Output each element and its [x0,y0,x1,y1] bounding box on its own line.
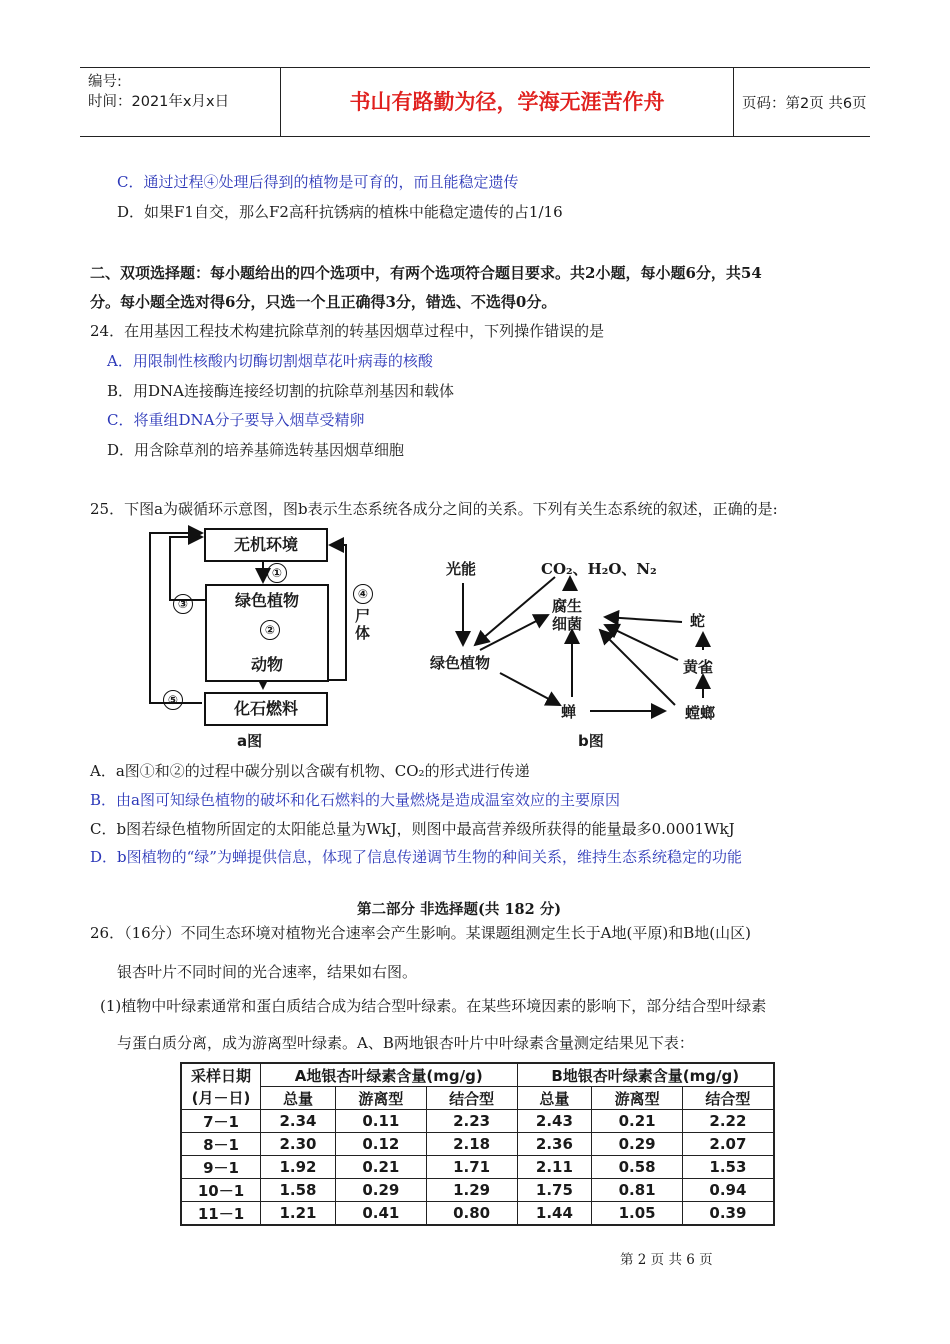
table-cell: 9－1 [181,1156,261,1179]
box-fossil-fuel: 化石燃料 [204,692,328,726]
label-3: ③ [173,594,193,614]
table-cell: 0.29 [335,1179,426,1202]
table-cell: 0.21 [335,1156,426,1179]
header-date [181,1063,261,1110]
q26-p1-line1: (1)植物中叶绿素通常和蛋白质结合成为结合型叶绿素。在某些环境因素的影响下，部分结合型叶绿素 [100,997,767,1015]
table-cell: 0.11 [335,1110,426,1133]
table-cell: 1.92 [261,1156,336,1179]
table-cell: 1.29 [426,1179,517,1202]
table-header-row [181,1063,774,1087]
q25-stem: 25．下图a为碳循环示意图，图b表示生态系统各成分之间的关系。下列有关生态系统的叙述，正确的是: [90,500,778,518]
q25-option-d: D．b图植物的“绿”为蝉提供信息，体现了信息传递调节生物的种间关系，维持生态系统稳定的功能 [90,848,742,866]
table-row [181,1110,774,1133]
header-date-2: (月－日) [191,1088,251,1107]
table-cell: 1.05 [592,1202,683,1226]
motto: 书山有路勤为径，学海无涯苦作舟 [280,68,734,136]
table-row [181,1133,774,1156]
table-cell: 1.21 [261,1202,336,1226]
table-subheader-row [181,1087,774,1110]
label-2: ② [260,620,280,640]
table-cell: 1.75 [517,1179,592,1202]
part2-title: 第二部分 非选择题(共 182 分) [357,901,562,918]
label-cicada: 蝉 [561,703,577,721]
table-cell: 0.58 [592,1156,683,1179]
option-c-prev: C．通过过程④处理后得到的植物是可育的，而且能稳定遗传 [117,173,519,191]
number-label: 编号: [88,74,122,90]
table-cell: 0.12 [335,1133,426,1156]
sub-header: 结合型 [426,1087,517,1110]
label-decomposer-2: 细菌 [552,615,583,633]
table-cell: 0.80 [426,1202,517,1226]
table-cell: 2.43 [517,1110,592,1133]
table-row [181,1179,774,1202]
header-b: B地银杏叶绿素含量(mg/g) [517,1063,774,1087]
label-gases: CO₂、H₂O、N₂ [541,560,657,578]
label-snake: 蛇 [690,612,706,630]
label-1: ① [267,563,287,583]
q25-option-b: B．由a图可知绿色植物的破坏和化石燃料的大量燃烧是造成温室效应的主要原因 [90,791,620,809]
table-cell: 0.21 [592,1110,683,1133]
table-cell: 0.29 [592,1133,683,1156]
sub-header: 总量 [517,1087,592,1110]
box-green-plant: 绿色植物 [234,591,299,610]
caption-a: a图 [237,732,263,750]
q24-stem: 24．在用基因工程技术构建抗除草剂的转基因烟草过程中，下列操作错误的是 [90,322,605,340]
q24-option-a: A．用限制性核酸内切酶切割烟草花叶病毒的核酸 [107,352,433,370]
page-header [80,67,870,137]
table-cell: 11－1 [181,1202,261,1226]
date-label: 时间：2021年x月x日 [88,94,230,110]
label-green-plant: 绿色植物 [430,654,491,672]
table-cell: 1.53 [682,1156,774,1179]
label-corpse-1: 尸 [355,607,371,625]
label-oriole: 黄雀 [683,658,714,676]
section2-line1: 二、双项选择题：每小题给出的四个选项中，有两个选项符合题目要求。共2小题，每小题6分，共54 [90,264,762,282]
q26-p1-line2: 与蛋白质分离，成为游离型叶绿素。A、B两地银杏叶片中叶绿素含量测定结果见下表： [117,1034,694,1052]
q26-line2: 银杏叶片不同时间的光合速率，结果如右图。 [117,963,418,981]
label-4: ④ [353,584,373,604]
table-cell: 1.44 [517,1202,592,1226]
sub-header: 总量 [261,1087,336,1110]
label-light: 光能 [446,560,477,578]
label-decomposer-1: 腐生 [552,597,583,615]
q25-option-a: A．a图①和②的过程中碳分别以含碳有机物、CO₂的形式进行传递 [90,762,530,780]
table-cell: 1.58 [261,1179,336,1202]
table-cell: 2.07 [682,1133,774,1156]
table-cell: 2.30 [261,1133,336,1156]
chlorophyll-table [180,1062,775,1226]
table-row [181,1202,774,1226]
sub-header: 游离型 [335,1087,426,1110]
table-cell: 0.81 [592,1179,683,1202]
option-d-prev: D．如果F1自交，那么F2高秆抗锈病的植株中能稳定遗传的占1/16 [117,203,563,221]
table-row [181,1156,774,1179]
header-info [88,72,278,112]
table-cell: 0.41 [335,1202,426,1226]
table-cell: 8－1 [181,1133,261,1156]
sub-header: 结合型 [682,1087,774,1110]
table-cell: 2.11 [517,1156,592,1179]
page-footer: 第 2 页 共 6 页 [620,1252,713,1268]
header-a: A地银杏叶绿素含量(mg/g) [261,1063,518,1087]
caption-b: b图 [578,732,604,750]
table-cell: 2.23 [426,1110,517,1133]
q24-option-d: D．用含除草剂的培养基筛选转基因烟草细胞 [107,441,405,459]
table-cell: 0.94 [682,1179,774,1202]
table-cell: 2.22 [682,1110,774,1133]
table-cell: 2.36 [517,1133,592,1156]
section2-line2: 分。每小题全选对得6分，只选一个且正确得3分，错选、不选得0分。 [90,293,557,311]
table-cell: 2.34 [261,1110,336,1133]
box-inorganic-env: 无机环境 [204,528,328,562]
box-animal: 动物 [250,655,283,674]
table-cell: 10－1 [181,1179,261,1202]
table-cell: 1.71 [426,1156,517,1179]
q25-option-c: C．b图若绿色植物所固定的太阳能总量为WkJ，则图中最高营养级所获得的能量最多0.0001WkJ [90,820,735,838]
label-corpse-2: 体 [355,624,371,642]
table-cell: 7－1 [181,1110,261,1133]
label-mantis: 螳螂 [685,704,716,722]
page-label: 页码：第2页 共6页 [742,96,867,112]
q26-line1: 26．（16分）不同生态环境对植物光合速率会产生影响。某课题组测定生长于A地(平原)和B地(山区) [90,924,751,942]
label-5: ⑤ [163,690,183,710]
header-date-1: 采样日期 [190,1066,251,1085]
q24-option-c: C．将重组DNA分子要导入烟草受精卵 [107,411,365,429]
table-cell: 2.18 [426,1133,517,1156]
q24-option-b: B．用DNA连接酶连接经切割的抗除草剂基因和载体 [107,382,455,400]
table-cell: 0.39 [682,1202,774,1226]
sub-header: 游离型 [592,1087,683,1110]
